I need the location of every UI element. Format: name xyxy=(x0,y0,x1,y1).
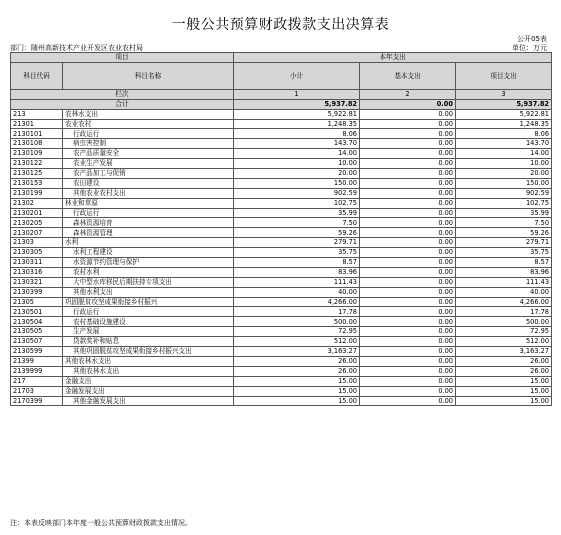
row-project: 15.00 xyxy=(456,376,552,386)
table-row xyxy=(11,277,552,287)
header-project: 项目支出 xyxy=(456,62,552,89)
row-basic: 0.00 xyxy=(360,238,456,248)
row-project: 143.70 xyxy=(456,139,552,149)
row-subtotal: 26.00 xyxy=(234,356,360,366)
table-row xyxy=(11,228,552,238)
table-row xyxy=(11,258,552,268)
row-code: 2130505 xyxy=(11,327,63,337)
total-row xyxy=(11,99,552,109)
row-project: 26.00 xyxy=(456,366,552,376)
row-project: 17.78 xyxy=(456,307,552,317)
row-subtotal: 8.57 xyxy=(234,258,360,268)
table-row xyxy=(11,327,552,337)
row-basic: 0.00 xyxy=(360,267,456,277)
row-name: 农业生产发展 xyxy=(63,159,234,169)
row-project: 26.00 xyxy=(456,356,552,366)
page-title: 一般公共预算财政拨款支出决算表 xyxy=(171,17,390,33)
row-name: 其他农林水支出 xyxy=(63,356,234,366)
row-name: 水利工程建设 xyxy=(63,248,234,258)
row-project: 8.57 xyxy=(456,258,552,268)
row-code: 2130321 xyxy=(11,277,63,287)
total-project: 5,937.82 xyxy=(456,99,552,109)
row-subtotal: 4,266.00 xyxy=(234,297,360,307)
row-name: 农林水支出 xyxy=(63,109,234,119)
row-subtotal: 150.00 xyxy=(234,178,360,188)
row-code: 2139999 xyxy=(11,366,63,376)
row-subtotal: 15.00 xyxy=(234,386,360,396)
row-code: 2130125 xyxy=(11,169,63,179)
row-name: 金融支出 xyxy=(63,376,234,386)
row-basic: 0.00 xyxy=(360,287,456,297)
row-project: 83.96 xyxy=(456,267,552,277)
row-name: 生产发展 xyxy=(63,327,234,337)
row-name: 大中型水库移民后期扶持专项支出 xyxy=(63,277,234,287)
colnum-3: 3 xyxy=(456,89,552,99)
table-row xyxy=(11,198,552,208)
table-row xyxy=(11,169,552,179)
colnum-label: 栏次 xyxy=(11,89,234,99)
row-code: 2130399 xyxy=(11,287,63,297)
row-name: 其他农业农村支出 xyxy=(63,188,234,198)
table-row xyxy=(11,248,552,258)
department-label: 部门：随州高新技术产业开发区农业农村局 xyxy=(10,44,143,52)
total-basic: 0.00 xyxy=(360,99,456,109)
row-subtotal: 3,163.27 xyxy=(234,347,360,357)
row-basic: 0.00 xyxy=(360,347,456,357)
row-name: 农业农村 xyxy=(63,119,234,129)
row-subtotal: 102.75 xyxy=(234,198,360,208)
row-project: 59.26 xyxy=(456,228,552,238)
row-name: 病虫害控制 xyxy=(63,139,234,149)
row-code: 2170399 xyxy=(11,396,63,406)
row-basic: 0.00 xyxy=(360,337,456,347)
row-code: 213 xyxy=(11,109,63,119)
row-code: 2130599 xyxy=(11,347,63,357)
row-subtotal: 1,248.35 xyxy=(234,119,360,129)
row-basic: 0.00 xyxy=(360,317,456,327)
row-project: 35.75 xyxy=(456,248,552,258)
row-basic: 0.00 xyxy=(360,376,456,386)
row-project: 10.00 xyxy=(456,159,552,169)
row-code: 2130108 xyxy=(11,139,63,149)
header-item-group: 项目 xyxy=(11,53,234,63)
row-project: 5,922.81 xyxy=(456,109,552,119)
form-code: 公开05表 xyxy=(517,35,547,43)
row-code: 2130153 xyxy=(11,178,63,188)
row-project: 500.00 xyxy=(456,317,552,327)
row-project: 102.75 xyxy=(456,198,552,208)
row-name: 水利 xyxy=(63,238,234,248)
table-row xyxy=(11,109,552,119)
row-subtotal: 72.95 xyxy=(234,327,360,337)
row-subtotal: 111.43 xyxy=(234,277,360,287)
row-project: 1,248.35 xyxy=(456,119,552,129)
row-project: 279.71 xyxy=(456,238,552,248)
row-project: 40.00 xyxy=(456,287,552,297)
row-name: 水资源节约管理与保护 xyxy=(63,258,234,268)
row-name: 金融发展支出 xyxy=(63,386,234,396)
row-project: 8.06 xyxy=(456,129,552,139)
budget-table xyxy=(10,52,552,406)
row-basic: 0.00 xyxy=(360,149,456,159)
unit-label: 单位：万元 xyxy=(512,44,547,52)
table-row xyxy=(11,366,552,376)
header-name: 科目名称 xyxy=(63,62,234,89)
row-name: 农田建设 xyxy=(63,178,234,188)
row-subtotal: 26.00 xyxy=(234,366,360,376)
table-subheader-row xyxy=(11,62,552,89)
row-name: 森林资源管理 xyxy=(63,228,234,238)
row-name: 其他农林水支出 xyxy=(63,366,234,376)
row-project: 150.00 xyxy=(456,178,552,188)
row-subtotal: 10.00 xyxy=(234,159,360,169)
row-subtotal: 500.00 xyxy=(234,317,360,327)
row-project: 7.50 xyxy=(456,218,552,228)
row-basic: 0.00 xyxy=(360,218,456,228)
row-code: 2130305 xyxy=(11,248,63,258)
row-basic: 0.00 xyxy=(360,327,456,337)
row-name: 其他巩固脱贫攻坚成果衔接乡村振兴支出 xyxy=(63,347,234,357)
row-code: 21301 xyxy=(11,119,63,129)
total-subtotal: 5,937.82 xyxy=(234,99,360,109)
row-basic: 0.00 xyxy=(360,248,456,258)
table-header-row xyxy=(11,53,552,63)
row-name: 农村基础设施建设 xyxy=(63,317,234,327)
row-subtotal: 7.50 xyxy=(234,218,360,228)
row-project: 35.99 xyxy=(456,208,552,218)
row-basic: 0.00 xyxy=(360,277,456,287)
row-basic: 0.00 xyxy=(360,228,456,238)
row-basic: 0.00 xyxy=(360,109,456,119)
row-code: 21302 xyxy=(11,198,63,208)
row-name: 农产品质量安全 xyxy=(63,149,234,159)
row-subtotal: 5,922.81 xyxy=(234,109,360,119)
row-subtotal: 14.00 xyxy=(234,149,360,159)
table-row xyxy=(11,356,552,366)
row-subtotal: 59.26 xyxy=(234,228,360,238)
table-row xyxy=(11,159,552,169)
header-current-group: 本年支出 xyxy=(234,53,552,63)
row-basic: 0.00 xyxy=(360,396,456,406)
row-basic: 0.00 xyxy=(360,386,456,396)
row-code: 2130207 xyxy=(11,228,63,238)
table-row xyxy=(11,297,552,307)
row-project: 4,266.00 xyxy=(456,297,552,307)
colnum-1: 1 xyxy=(234,89,360,99)
row-name: 行政运行 xyxy=(63,208,234,218)
row-basic: 0.00 xyxy=(360,188,456,198)
row-project: 15.00 xyxy=(456,396,552,406)
row-basic: 0.00 xyxy=(360,178,456,188)
row-project: 111.43 xyxy=(456,277,552,287)
table-row xyxy=(11,347,552,357)
row-code: 2130507 xyxy=(11,337,63,347)
row-subtotal: 40.00 xyxy=(234,287,360,297)
row-name: 林业和草原 xyxy=(63,198,234,208)
row-code: 2130311 xyxy=(11,258,63,268)
row-basic: 0.00 xyxy=(360,129,456,139)
row-code: 21305 xyxy=(11,297,63,307)
row-code: 2130201 xyxy=(11,208,63,218)
table-row xyxy=(11,267,552,277)
row-code: 2130199 xyxy=(11,188,63,198)
row-code: 2130205 xyxy=(11,218,63,228)
row-name: 森林资源培育 xyxy=(63,218,234,228)
table-row xyxy=(11,317,552,327)
row-subtotal: 83.96 xyxy=(234,267,360,277)
row-subtotal: 8.06 xyxy=(234,129,360,139)
table-row xyxy=(11,307,552,317)
row-project: 902.59 xyxy=(456,188,552,198)
row-code: 2130501 xyxy=(11,307,63,317)
row-code: 2130122 xyxy=(11,159,63,169)
table-row xyxy=(11,139,552,149)
row-code: 21703 xyxy=(11,386,63,396)
table-row xyxy=(11,188,552,198)
table-row xyxy=(11,287,552,297)
colnum-2: 2 xyxy=(360,89,456,99)
table-row xyxy=(11,376,552,386)
row-project: 14.00 xyxy=(456,149,552,159)
row-subtotal: 15.00 xyxy=(234,396,360,406)
row-basic: 0.00 xyxy=(360,198,456,208)
row-basic: 0.00 xyxy=(360,356,456,366)
row-code: 21399 xyxy=(11,356,63,366)
row-project: 20.00 xyxy=(456,169,552,179)
row-code: 2130101 xyxy=(11,129,63,139)
header-subtotal: 小计 xyxy=(234,62,360,89)
row-project: 3,163.27 xyxy=(456,347,552,357)
row-subtotal: 902.59 xyxy=(234,188,360,198)
row-basic: 0.00 xyxy=(360,159,456,169)
row-subtotal: 512.00 xyxy=(234,337,360,347)
row-basic: 0.00 xyxy=(360,119,456,129)
row-basic: 0.00 xyxy=(360,297,456,307)
table-row xyxy=(11,396,552,406)
header-basic: 基本支出 xyxy=(360,62,456,89)
table-row xyxy=(11,129,552,139)
table-row xyxy=(11,208,552,218)
footer-note: 注：本表反映部门本年度一般公共预算财政拨款支出情况。 xyxy=(10,519,192,527)
row-basic: 0.00 xyxy=(360,366,456,376)
row-name: 巩固脱贫攻坚成果衔接乡村振兴 xyxy=(63,297,234,307)
row-basic: 0.00 xyxy=(360,169,456,179)
row-project: 15.00 xyxy=(456,386,552,396)
row-project: 72.95 xyxy=(456,327,552,337)
row-code: 2130316 xyxy=(11,267,63,277)
row-basic: 0.00 xyxy=(360,139,456,149)
row-basic: 0.00 xyxy=(360,258,456,268)
row-name: 农产品加工与促销 xyxy=(63,169,234,179)
row-name: 行政运行 xyxy=(63,129,234,139)
row-subtotal: 35.99 xyxy=(234,208,360,218)
row-subtotal: 279.71 xyxy=(234,238,360,248)
row-code: 2130109 xyxy=(11,149,63,159)
row-basic: 0.00 xyxy=(360,307,456,317)
row-subtotal: 143.70 xyxy=(234,139,360,149)
table-row xyxy=(11,238,552,248)
row-subtotal: 20.00 xyxy=(234,169,360,179)
row-code: 21303 xyxy=(11,238,63,248)
table-row xyxy=(11,386,552,396)
header-code: 科目代码 xyxy=(11,62,63,89)
column-number-row xyxy=(11,89,552,99)
row-basic: 0.00 xyxy=(360,208,456,218)
row-subtotal: 17.78 xyxy=(234,307,360,317)
total-label: 合计 xyxy=(11,99,234,109)
row-name: 贷款奖补和贴息 xyxy=(63,337,234,347)
row-subtotal: 15.00 xyxy=(234,376,360,386)
row-name: 其他水利支出 xyxy=(63,287,234,297)
table-row xyxy=(11,218,552,228)
row-project: 512.00 xyxy=(456,337,552,347)
row-name: 其他金融发展支出 xyxy=(63,396,234,406)
table-row xyxy=(11,119,552,129)
row-name: 行政运行 xyxy=(63,307,234,317)
table-row xyxy=(11,337,552,347)
row-code: 2130504 xyxy=(11,317,63,327)
row-code: 217 xyxy=(11,376,63,386)
table-row xyxy=(11,178,552,188)
table-row xyxy=(11,149,552,159)
row-subtotal: 35.75 xyxy=(234,248,360,258)
row-name: 农村水利 xyxy=(63,267,234,277)
